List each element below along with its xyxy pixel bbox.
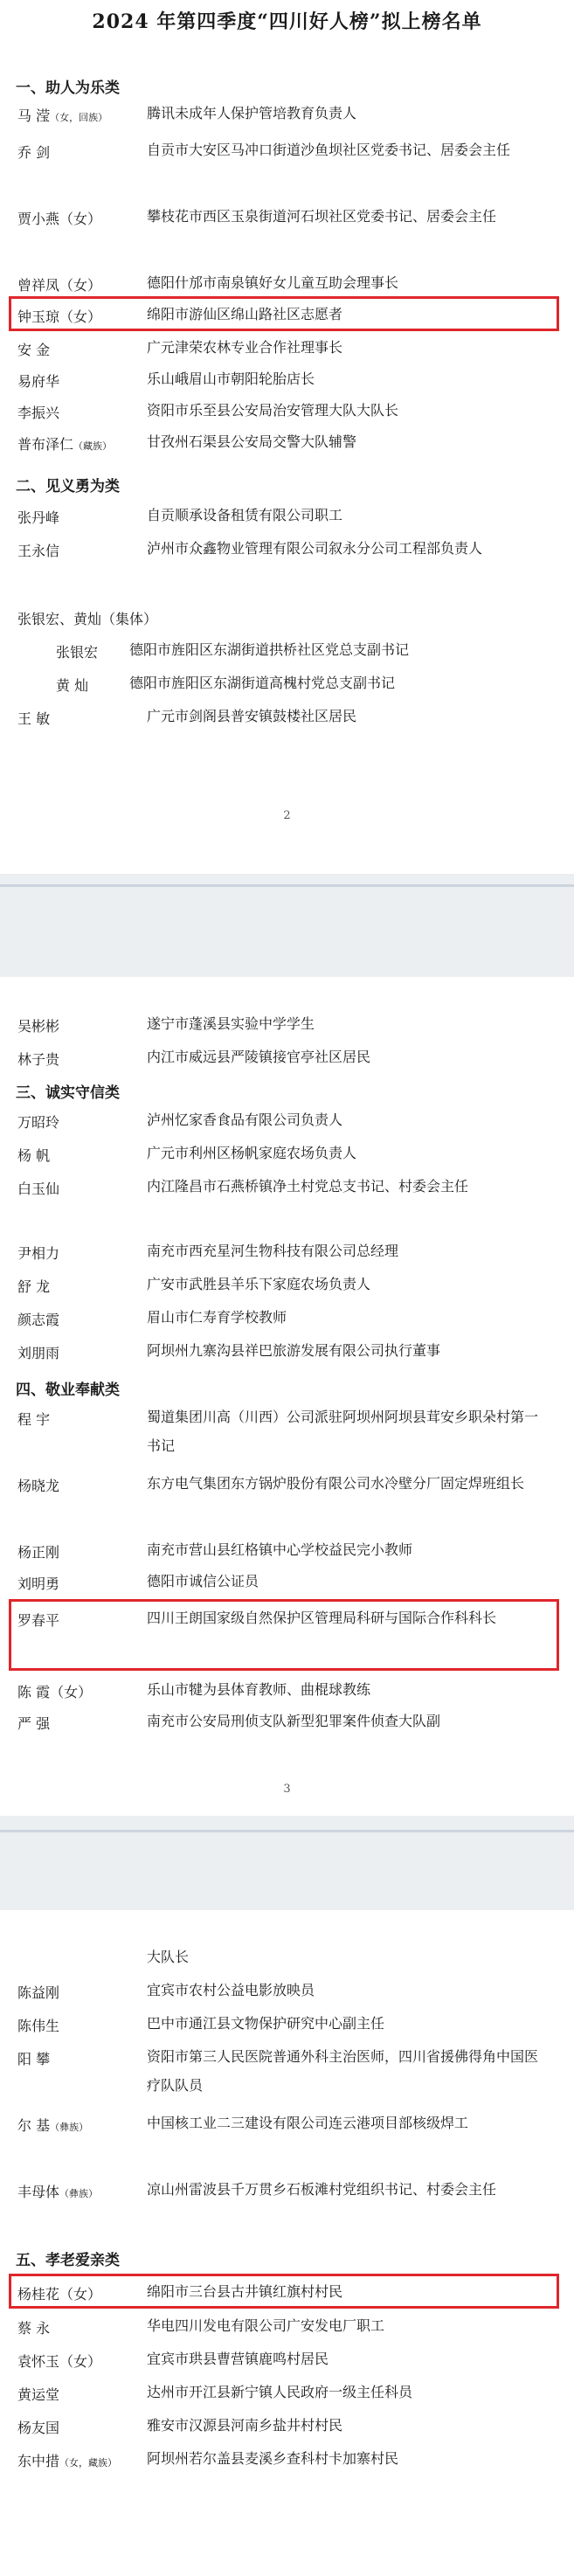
entry-name: 杨 帆 <box>17 1147 51 1164</box>
entry-tag: （彝族） <box>59 2188 99 2199</box>
document-title: 2024 年第四季度“四川好人榜”拟上榜名单 <box>92 10 482 33</box>
entry-description: 中国核工业二三建设有限公司连云港项目部核级焊工 <box>147 2115 469 2131</box>
entry-name: 普布泽仁 <box>17 436 74 453</box>
entry-name: 王 敏 <box>17 710 51 727</box>
entry-name: 蔡 永 <box>17 2320 51 2337</box>
entry-description: 德阳市旌阳区东湖街道拱桥社区党总支副书记 <box>129 641 410 658</box>
section-heading-honesty: 三、诚实守信类 <box>16 1084 120 1102</box>
entry-description: 资阳市第三人民医院普通外科主治医师，四川省援佛得角中国医疗队队员 <box>147 2048 539 2094</box>
entry-description: 德阳市旌阳区东湖街道高槐村党总支副书记 <box>129 675 396 691</box>
entry-description: 泸州忆家香食品有限公司负责人 <box>147 1111 343 1128</box>
entry-description: 南充市公安局刑侦支队新型犯罪案件侦查大队副 <box>147 1713 441 1729</box>
entry-description: 自贡市大安区马冲口街道沙鱼坝社区党委书记、居委会主任 <box>147 142 511 158</box>
entry-name: 安 金 <box>17 342 51 358</box>
page-separator-line <box>0 884 574 887</box>
entry-description: 遂宁市蓬溪县实验中学学生 <box>147 1015 315 1032</box>
section-heading-bravery: 二、见义勇为类 <box>16 478 120 495</box>
entry-name: 东中措 <box>17 2453 60 2469</box>
entry-name: 曾祥凤（女） <box>17 277 102 294</box>
document-page-1 <box>0 0 574 874</box>
entry-description: 广安市武胜县羊乐下家庭农场负责人 <box>147 1276 371 1292</box>
entry-name: 贾小燕（女） <box>17 211 102 227</box>
entry-description: 腾讯未成年人保护管培教育负责人 <box>147 105 357 121</box>
entry-description: 广元津荣农林专业合作社理事长 <box>147 339 343 356</box>
entry-description: 攀枝花市西区玉泉街道河石坝社区党委书记、居委会主任 <box>147 208 497 225</box>
entry-name: 罗春平 <box>17 1612 60 1629</box>
entry-description: 南充市营山县红格镇中心学校益民完小教师 <box>147 1541 413 1558</box>
entry-tag: （藏族） <box>73 440 113 452</box>
entry-name: 丰母体 <box>17 2184 60 2200</box>
entry-description: 华电四川发电有限公司广安发电厂职工 <box>147 2317 385 2334</box>
entry-description: 资阳市乐至县公安局治安管理大队大队长 <box>147 402 399 419</box>
entry-name: 李振兴 <box>17 405 60 421</box>
entry-description: 阿坝州若尔盖县麦溪乡查科村卡加寨村民 <box>147 2450 399 2467</box>
document-page-2 <box>0 977 574 1816</box>
entry-description: 宜宾市珙县曹营镇鹿鸣村居民 <box>147 2351 329 2367</box>
entry-name: 马 滢 <box>17 107 51 124</box>
entry-name: 吴彬彬 <box>17 1018 60 1035</box>
entry-name: 严 强 <box>17 1715 51 1732</box>
entry-name: 陈益刚 <box>17 1984 60 2001</box>
entry-name: 陈伟生 <box>17 2018 60 2034</box>
entry-name: 张银宏、黄灿（集体） <box>17 611 158 627</box>
entry-description: 阿坝州九寨沟县祥巴旅游发展有限公司执行董事 <box>147 1342 441 1359</box>
entry-name: 袁怀玉（女） <box>17 2353 102 2370</box>
entry-name: 程 宇 <box>17 1411 51 1428</box>
page-number: 2 <box>283 809 291 822</box>
entry-name: 杨正刚 <box>17 1544 60 1561</box>
entry-description: 乐山市犍为县体育教师、曲棍球教练 <box>147 1681 371 1698</box>
entry-name: 颜志霞 <box>17 1312 60 1328</box>
page-separator <box>0 874 574 977</box>
entry-description: 德阳市诚信公证员 <box>147 1573 259 1589</box>
entry-description: 乐山峨眉山市朝阳轮胎店长 <box>147 370 315 387</box>
entry-name: 易府华 <box>17 373 60 390</box>
entry-description: 德阳什邡市南泉镇好女儿童互助会理事长 <box>147 274 399 291</box>
section-heading-helping-others: 一、助人为乐类 <box>16 80 120 97</box>
entry-description: 眉山市仁寿育学校教师 <box>147 1309 287 1326</box>
entry-description: 内江隆昌市石燕桥镇净土村党总支书记、村委会主任 <box>147 1178 469 1195</box>
entry-tag: （彝族） <box>50 2122 89 2133</box>
entry-name: 阳 攀 <box>17 2051 51 2067</box>
entry-description: 广元市利州区杨帆家庭农场负责人 <box>147 1145 357 1161</box>
entry-description: 蜀道集团川高（川西）公司派驻阿坝州阿坝县茸安乡职朵村第一书记 <box>147 1409 539 1454</box>
entry-name: 陈 霞（女） <box>17 1684 93 1700</box>
entry-description: 凉山州雷波县千万贯乡石板滩村党组织书记、村委会主任 <box>147 2181 497 2198</box>
entry-description: 甘孜州石渠县公安局交警大队辅警 <box>147 433 357 450</box>
entry-name: 黄运堂 <box>17 2386 60 2403</box>
page-separator-line <box>0 1830 574 1832</box>
entry-name: 张丹峰 <box>17 509 60 526</box>
entry-name: 杨晓龙 <box>17 1478 60 1494</box>
entry-name: 杨友国 <box>17 2420 60 2436</box>
entry-description: 四川王朗国家级自然保护区管理局科研与国际合作科科长 <box>147 1610 497 1626</box>
entry-tag: （女，回族） <box>50 112 108 123</box>
section-heading-filial-piety: 五、孝老爱亲类 <box>16 2252 120 2269</box>
entry-description: 巴中市通江县文物保护研究中心副主任 <box>147 2015 385 2032</box>
entry-name: 杨桂花（女） <box>17 2286 102 2302</box>
entry-description: 绵阳市三台县古井镇红旗村村民 <box>147 2283 343 2300</box>
section-heading-dedication: 四、敬业奉献类 <box>16 1381 120 1399</box>
entry-description: 广元市剑阁县普安镇鼓楼社区居民 <box>147 708 357 724</box>
entry-description: 绵阳市游仙区绵山路社区志愿者 <box>147 306 343 322</box>
entry-description: 泸州市众鑫物业管理有限公司叙永分公司工程部负责人 <box>147 540 483 557</box>
entry-description: 宜宾市农村公益电影放映员 <box>147 1982 315 1998</box>
entry-name: 张银宏 <box>56 644 99 661</box>
entry-description: 大队长 <box>147 1949 190 1965</box>
page-number: 3 <box>283 1783 291 1796</box>
entry-name: 钟玉琼（女） <box>17 308 102 325</box>
entry-description: 东方电气集团东方锅炉股份有限公司水冷壁分厂固定焊班组长 <box>147 1475 525 1492</box>
entry-description: 内江市威远县严陵镇接官亭社区居民 <box>147 1049 371 1065</box>
entry-description: 南充市西充星河生物科技有限公司总经理 <box>147 1243 399 1259</box>
entry-description: 达州市开江县新宁镇人民政府一级主任科员 <box>147 2384 413 2400</box>
entry-name: 林子贵 <box>17 1051 60 1068</box>
entry-name: 白玉仙 <box>17 1181 60 1197</box>
entry-name: 尹相力 <box>17 1245 60 1262</box>
entry-name: 刘明勇 <box>17 1575 60 1592</box>
entry-name: 王永信 <box>17 543 60 559</box>
entry-description: 自贡顺承设备租赁有限公司职工 <box>147 507 343 523</box>
entry-name: 尔 基 <box>17 2117 51 2134</box>
entry-tag: （女，藏族） <box>59 2457 118 2469</box>
entry-name: 刘朋雨 <box>17 1345 60 1361</box>
entry-name: 黄 灿 <box>56 677 89 694</box>
entry-name: 乔 剑 <box>17 144 51 161</box>
entry-name: 万昭玲 <box>17 1114 60 1131</box>
document-page-3 <box>0 1910 574 2576</box>
entry-name: 舒 龙 <box>17 1278 51 1295</box>
entry-description: 雅安市汉源县河南乡盐井村村民 <box>147 2417 343 2434</box>
